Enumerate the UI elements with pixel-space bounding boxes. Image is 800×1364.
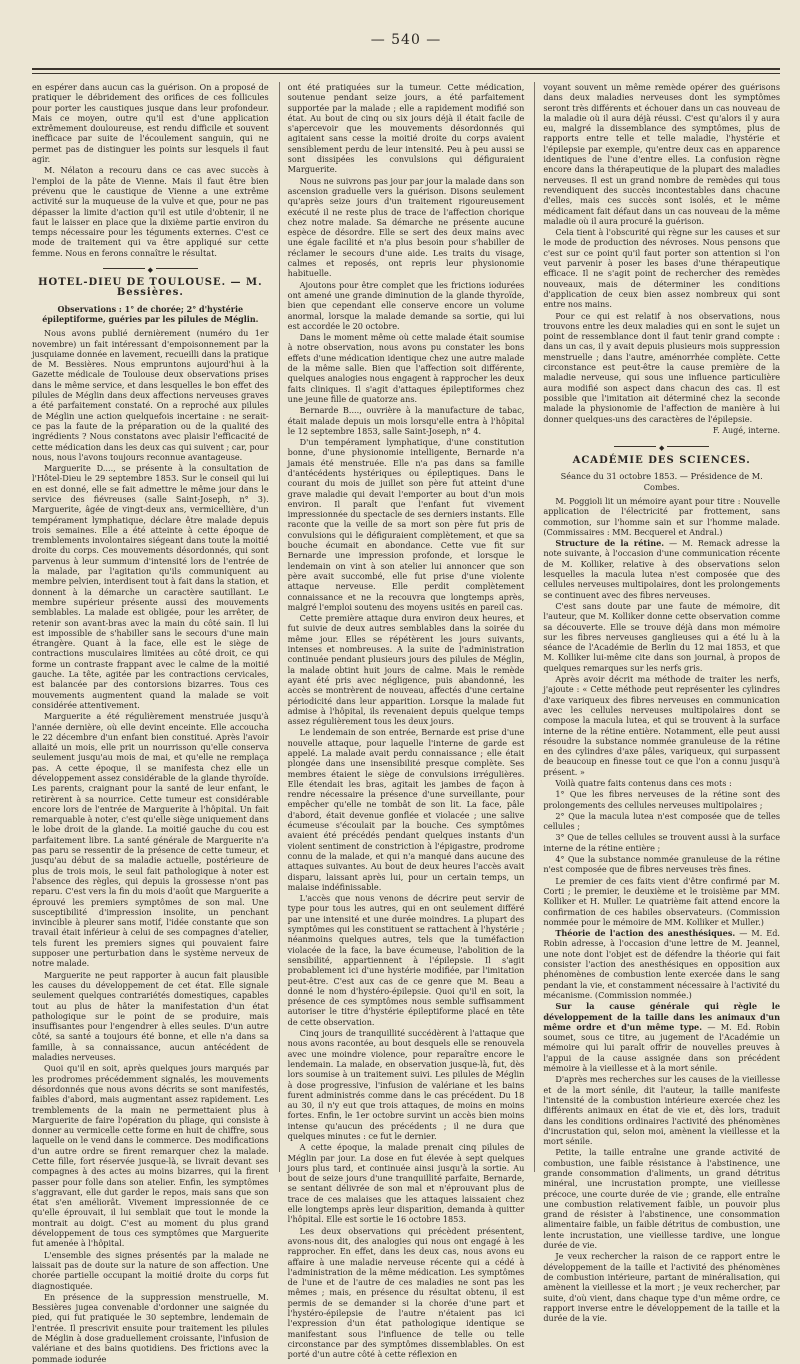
- paragraph: 1° Que les fibres nerveuses de la rétine sont des prolongements des cellules nerveuses multipolaires ;: [543, 789, 781, 810]
- paragraph: Cette première attaque dura environ deux heures, et fut suivie de deux autres semblables dans la soirée du même jour. Elles se répétèrent les jours suivants, intenses et nombreuses. A la suite de l'administration continuée pendant plusieurs jours des pilules de Méglin, la malade obtint huit jours de calme. Mais le remède ayant été pris avec négligence, puis abandonné, les accès se montrèrent de nouveau, affectés d'une certaine périodicité dans leur apparition. Lorsque la malade fut admise à l'hôpital, ils revenaient depuis quelque temps assez régulièrement tous les deux jours.: [287, 613, 525, 727]
- paragraph: M. Poggioli lit un mémoire ayant pour titre : Nouvelle application de l'électricité par frottement, sans commotion, sur l'homme sain et sur l'homme malade. (Commissaires : MM. Becquerel et Andral.): [543, 495, 781, 537]
- paragraph: Le lendemain de son entrée, Bernarde est prise d'une nouvelle attaque, pour laquelle l'interne de garde est appelé. La malade avait perdu connaissance ; elle était plongée dans une insensibilité presque complète. Ses membres étaient le siège de convulsions irrégulières. Elle étendait les bras, agitait les jambes de façon à rendre nécessaire la présence d'une surveillante, pour empêcher qu'elle ne tombât de son lit. La face, pâle d'abord, était devenue gonflée et violacée ; une salive écumeuse s'écoulait par la bouche. Ces symptômes avaient été précédés pendant quelques instants d'un violent sentiment de constriction à l'épigastre, prodrome connu de la malade, et qui n'a manqué dans aucune des attaques suivantes. Au bout de deux heures l'accès avait disparu, laissant après lui, pour un certain temps, un malaise indéfinissable.: [287, 727, 525, 892]
- paragraph: Dans le moment même où cette malade était soumise à notre observation, nous avons pu constater les bons effets d'une médication identique chez une autre malade de la même salle. Bien que l'affection soit différente, quelques analogies nous engagent à rapprocher les deux faits cliniques. Il s'agit d'attaques épileptiformes chez une jeune fille de quatorze ans.: [287, 332, 525, 404]
- columns: [32, 82, 781, 1364]
- paragraph: 3° Que de telles cellules se trouvent aussi à la surface interne de la rétine entière ;: [543, 832, 781, 853]
- running-head: [32, 18, 780, 52]
- paragraph: Bernarde B...., ouvrière à la manufacture de tabac, était malade depuis un mois lorsqu'elle entra à l'hôpital le 12 septembre 1853, salle Saint-Joseph, n° 4.: [287, 405, 525, 436]
- paragraph: Cinq jours de tranquillité succédèrent à l'attaque que nous avons racontée, au bout desquels elle se renouvela avec une moindre violence, pour reparaître encore le lendemain. La malade, en observation jusque-là, fut, dès lors soumise à un traitement suivi. Les pilules de Méglin à dose progressive, l'infusion de valériane et les bains furent administrés comme dans le cas précédent. Du 18 au 30, il n'y eut que trois attaques, de moins en moins fortes. Enfin, le 1er octobre survint un accès bien moins intense qu'aucun des précédents ; il ne dura que quelques minutes : ce fut le dernier.: [287, 1028, 525, 1141]
- paragraph: Voilà quatre faits contenus dans ces mots :: [555, 778, 732, 788]
- paragraph: Nous ne suivrons pas jour par jour la malade dans son ascension graduelle vers la guérison. Disons seulement qu'après seize jours d'un traitement rigoureusement exécuté il ne reste plus de trace de l'affection chorique chez notre malade. Sa démarche ne présente aucune espèce de désordre. Elle se sert des deux mains avec une égale facilité et n'a plus besoin pour s'habiller de réclamer le secours d'une aide. Les traits du visage, calmes et reposés, ont repris leur physionomie habituelle.: [287, 175, 525, 279]
- signature: F. Augé, interne.: [712, 425, 781, 435]
- separator-ornament: ◆: [656, 444, 667, 452]
- section-title: HOTEL-DIEU DE TOULOUSE. — M. Bessières.: [38, 277, 263, 299]
- separator: [32, 264, 269, 275]
- paragraph: Cela tient à l'obscurité qui règne sur les causes et sur le mode de production des névroses. Nous pensons que c'est sur ce point qu'il faut porter son attention si l'on veut parvenir à poser les bases d'une thérapeutique efficace. Il ne s'agit point de rechercher des remèdes nouveaux, mais de déterminer les conditions d'application de ceux bien assez nombreux qui sont entre nos mains.: [543, 227, 781, 310]
- paragraph: Ajoutons pour être complet que les frictions iodurées ont amené une grande diminution de la glande thyroïde, bien que cependant elle conserve encore un volume anormal, lorsque la malade demande sa sortie, qui lui est accordée le 20 octobre.: [287, 279, 525, 331]
- paragraph: C'est sans doute par une faute de mémoire, dit l'auteur, que M. Kolliker donne cette observation comme sa découverte. Elle se trouve déjà dans mon mémoire sur les fibres nerveuses ganglieuses qui a été lu à la séance de l'Académie de Berlin du 12 mai 1853, et que M. Kolliker lui-même cite dans son journal, à propos de quelques remarques sur les nerfs gris.: [543, 600, 781, 673]
- paragraph: 4° Que la substance nommée granuleuse de la rétine n'est composée que de fibres nerveuses très fines.: [543, 854, 781, 875]
- meeting-line: Séance du 31 octobre 1853. — Présidence de M. Combes.: [560, 471, 763, 492]
- paragraph: [543, 928, 780, 1000]
- header-rule: [32, 68, 780, 70]
- paragraph: Pour ce qui est relatif à nos observations, nous trouvons entre les deux maladies qui en sont le sujet un point de ressemblance dont il faut tenir grand compte : dans un cas, il y avait depuis plusieurs mois suppression menstruelle ; dans l'autre, aménorrhée complète. Cette circonstance est peut-être la cause première de la maladie nerveuse, qui sous une influence particulière aura modifié son aspect dans chacun des cas. Il est possible que l'imitation ait déterminé chez la seconde malade la physionomie de l'affection de manière à lui donner quelques-uns des caractères de l'épilepsie.: [543, 310, 781, 424]
- paragraph-text: — M. Remack adresse la note suivante, à l'occasion d'une communication récente de M. Kolliker, relative à des observations selon lesquelles la macula lutea n'est composée que des cellules nerveuses multipolaires, dont les prolongements se continuent avec des fibres nerveuses.: [543, 538, 781, 600]
- observation-title: Observations : 1° de chorée; 2° d'hystérie épileptiforme, guéries par les pilules de Méglin.: [42, 303, 259, 324]
- paragraph: Quoi qu'il en soit, après quelques jours marqués par les prodromes précédemment signalés, les mouvements désordonnés que nous avons décrits se sont manifestés, faibles d'abord, mais augmentant assez rapidement. Les tremblements de la main ne permettaient plus à Marguerite de faire l'opération du pliage, qui consiste à donner au vermicelle cette forme en huit de chiffre, sous laquelle on le vend dans le commerce. Des modifications d'un autre ordre se firent remarquer chez la malade. Cette fille, fort réservée jusque-là, se livrait devant ses compagnes à des actes au moins bizarres, qui la firent passer pour folle dans son atelier. Enfin, les symptômes s'aggravant, elle dut garder le repos, mais sans que son état s'en améliorât. Vivement impressionnée de ce qu'elle éprouvait, il lui semblait que tout le monde la montrait au doigt. C'est au moment du plus grand développement de tous ces symptômes que Marguerite fut amenée à l'hôpital.: [32, 1063, 269, 1249]
- paragraph: Les deux observations qui précèdent présentent, avons-nous dit, des analogies qui nous ont engagé à les rapprocher. En effet, dans les deux cas, nous avons eu affaire à une maladie nerveuse récente qui a cédé à l'administration de la même médication. Les symptômes de l'une et de l'autre de ces maladies ne sont pas les mêmes ; mais, en présence du résultat obtenu, il est permis de se demander si la chorée d'une part et l'hystéro-épilepsie de l'autre n'étaient pas ici l'expression d'un état pathologique identique se manifestant sous l'influence de telle ou telle circonstance par des symptômes dissemblables. On est porté d'un autre côté à cette réflexion en: [287, 1225, 525, 1360]
- paragraph: Je veux rechercher la raison de ce rapport entre le développement de la taille et l'activité des phénomènes de combustion intérieure, partant de minéralisation, qui amènent la vieillesse et la mort ; je veux rechercher, par suite, d'où vient, dans chaque type d'un même ordre, ce rapport inverse entre le développement de la taille et la durée de la vie.: [543, 1251, 781, 1324]
- run-in-title: Sur la cause générale qui règle le développement de la taille dans les animaux d'un même ordre et d'un même type.: [543, 1001, 781, 1032]
- column-1: [32, 82, 269, 1364]
- paragraph: [543, 1001, 780, 1073]
- paragraph: Marguerite D...., se présente à la consultation de l'Hôtel-Dieu le 29 septembre 1853. Sur le conseil qui lui en est donné, elle se fait admettre le même jour dans le service des fiévreuses (salle Saint-Joseph, n° 3). Marguerite, âgée de vingt-deux ans, vermicellière, d'un tempérament lymphatique, déclare être malade depuis trois semaines. Elle a été atteinte à cette époque de tremblements involontaires siégeant dans toute la moitié droite du corps. Ces mouvements désordonnés, qui sont parvenus à leur summum d'intensité lors de l'entrée de la malade, par l'agitation qu'ils communiquent au membre pelvien, interdisent tout à fait dans la station, et donnent à la démarche un caractère sautillant. Le membre supérieur présente aussi des mouvements semblables. La malade est obligée, pour les arrêter, de retenir son avant-bras avec la main du côté sain. Il lui est impossible de s'habiller sans le secours d'une main étrangère. Quant à la face, elle est le siège de contractions musculaires limitées au côté droit, ce qui forme un contraste frappant avec le calme de la moitié gauche. La tête, agitée par les contractions cervicales, est balancée par des contorsions bizarres. Tous ces mouvements augmentent quand la malade se voit considérée attentivement.: [32, 463, 269, 710]
- paragraph-text: — M. Ed. Robin adresse, à l'occasion d'une lettre de M. Jeannel, une note dont l'objet est de défendre la théorie qui fait consister l'action des anesthésiques en opposition aux phénomènes de combustion lente exercée dans le sang pendant la vie, et constamment nécessaire à l'activité du mécanisme. (Commission nommée.): [543, 928, 781, 1000]
- paragraph: Marguerite a été régulièrement menstruée jusqu'à l'année dernière, où elle devint enceinte. Elle accoucha le 22 décembre d'un enfant bien constitué. Après l'avoir allaité un mois, elle prit un nourrisson qu'elle conserva seulement jusqu'au mois de mai, et qu'elle ne remplaça pas. A cette époque, il se manifesta chez elle un développement assez considérable de la glande thyroïde. Les parents, craignant pour la santé de leur enfant, le retirèrent à sa nourrice. Cette tumeur est considérable encore lors de l'entrée de Marguerite à l'hôpital. Un fait remarquable à noter, c'est qu'elle siège uniquement dans le lobe droit de la glande. La moitié gauche du cou est parfaitement libre. La santé générale de Marguerite n'a pas paru se ressentir de la présence de cette tumeur, et jusqu'au début de sa maladie actuelle, postérieure de plus de trois mois, le seul fait pathologique à noter est l'absence des règles, qui depuis la grossesse n'ont pas reparu. C'est vers la fin du mois d'août que Marguerite a éprouvé les premiers symptômes de son mal. Une susceptibilité d'impression insolite, un penchant invincible à pleurer sans motif, l'idée constante que son travail était inférieur à celui de ses compagnes d'atelier, tels furent les premiers signes qui pouvaient faire supposer une perturbation dans le système nerveux de notre malade.: [32, 711, 269, 969]
- paragraph: A cette époque, la malade prenait cinq pilules de Méglin par jour. La dose en fut élevée à sept quelques jours plus tard, et continuée ainsi jusqu'à la sortie. Au bout de seize jours d'une tranquillité parfaite, Bernarde, se sentant délivrée de son mal et n'éprouvant plus de trace de ces malaises que les attaques laissaient chez elle longtemps après leur disparition, demanda à quitter l'hôpital. Elle est sortie le 16 octobre 1853.: [287, 1142, 525, 1225]
- paragraph: ont été pratiquées sur la tumeur. Cette médication, soutenue pendant seize jours, a été parfaitement supportée par la malade ; elle a rapidement modifié son état. Au bout de cinq ou six jours déjà il était facile de s'apercevoir que les mouvements désordonnés qui agitaient sans cesse la moitié droite du corps avaient sensiblement perdu de leur intensité. Peu à peu aussi se sont dissipées les convulsions qui défiguraient Marguerite.: [287, 82, 525, 175]
- separator: [543, 442, 780, 453]
- paragraph-text: — M. Ed. Robin soumet, sous ce titre, au jugement de l'Académie un mémoire qui lui paraît offrir de nouvelles preuves à l'appui de la cause assignée dans son précédent mémoire à la vieillesse et à la mort sénile.: [543, 1021, 781, 1074]
- page-number: — 540 —: [370, 32, 442, 48]
- run-in-title: Théorie de l'action des anesthésiques.: [555, 928, 736, 939]
- paragraph: 2° Que la macula lutea n'est composée que de telles cellules ;: [543, 810, 781, 832]
- header-rule-thin: [32, 73, 780, 74]
- paragraph: L'accès que nous venons de décrire peut servir de type pour tous les autres, qui en ont seulement différé par une intensité et une durée moindres. La plupart des symptômes qui les constituent se rattachent à l'hystérie ; néanmoins quelques autres, tels que la tuméfaction violacée de la face, la bave écumeuse, l'abolition de la sensibilité, appartiennent à l'épilepsie. Il s'agit probablement ici d'une hystérie modifiée, par l'imitation peut-être. C'est aux cas de ce genre que M. Beau a donné le nom d'hystéro-épilepsie. Quoi qu'il en soit, la présence de ces symptômes nous semble suffisamment autoriser le titre d'hystérie épileptiforme placé en tête de cette observation.: [287, 893, 525, 1027]
- paragraph: Après avoir décrit ma méthode de traiter les nerfs, j'ajoute : « Cette méthode peut représenter les cylindres d'axe variqueux des fibres nerveuses en communication avec les cellules nerveuses multipolaires dont se compose la macula lutea, et qui se trouvent à la surface interne de la rétine entière. Notamment, elle peut aussi résoudre la substance nommée granuleuse de la rétine en des cylindres d'axe pâles, variqueux, qui surpassent de beaucoup en finesse tout ce que l'on a connu jusqu'à présent. »: [543, 674, 781, 777]
- separator-ornament: ◆: [145, 266, 156, 274]
- paragraph: Le premier de ces faits vient d'être confirmé par M. Corti ; le premier, le deuxième et le troisième par MM. Kolliker et H. Muller. Le quatrième fait attend encore la confirmation de ces habiles observateurs. (Commission nommée pour le mémoire de MM. Kolliker et Muller.): [543, 875, 781, 927]
- paragraph: Marguerite ne peut rapporter à aucun fait plausible les causes du développement de cet état. Elle signale seulement quelques contrariétés domestiques, capables tout au plus de hâter la manifestation d'un état pathologique sur le point de se produire, mais insuffisantes pour l'engendrer à elles seules. D'un autre côté, sa santé a toujours été bonne, et elle n'a dans sa famille, à sa connaissance, aucun antécédent de maladies nerveuses.: [32, 969, 269, 1063]
- paragraph: Nous avons publié dernièrement (numéro du 1er novembre) un fait intéressant d'empoisonnement par la jusquiame donnée en lavement, recueilli dans la pratique de M. Bessières. Nous empruntons aujourd'hui à la Gazette médicale de Toulouse deux observations prises dans le même service, et dans lesquelles le bon effet des pilules de Méglin dans deux affections nerveuses graves a été parfaitement constaté. On a reproché aux pilules de Méglin une action quelquefois incertaine : ne serait-ce pas la faute de la préparation ou de la qualité des ingrédients ? Nous constatons avec plaisir l'efficacité de cette médication dans les deux cas qui suivent ; car, pour nous, nous l'avons toujours reconnue avantageuse.: [32, 328, 269, 462]
- paragraph: voyant souvent un même remède opérer des guérisons dans deux maladies nerveuses dont les symptômes seront très différents et échouer dans un cas nouveau de la maladie où il aura déjà réussi. C'est qu'alors il y aura eu, malgré la dissemblance des symptômes, plus de rapports entre telle et telle maladie, l'hystérie et l'épilepsie par exemple, qu'entre deux cas en apparence identiques de l'une d'entre elles. La confusion règne encore dans la thérapeutique de la plupart des maladies nerveuses. Il est un grand nombre de remèdes qui tous revendiquent des succès incontestables dans chacune d'elles, mais ces succès sont isolés, et le même médicament fait défaut dans un cas nouveau de la même maladie où il aura procuré la guérison.: [543, 82, 781, 226]
- paragraph: En présence de la suppression menstruelle, M. Bessières jugea convenable d'ordonner une saignée du pied, qui fut pratiquée le 30 septembre, lendemain de l'entrée. Il prescrivit ensuite pour traitement les pilules de Méglin à dose graduellement croissante, l'infusion de valériane et des bains quotidiens. Des frictions avec la pommade iodurée: [32, 1291, 269, 1364]
- column-2: [279, 82, 525, 1360]
- section-title: ACADÉMIE DES SCIENCES.: [572, 455, 751, 467]
- run-in-title: Structure de la rétine.: [555, 538, 665, 549]
- paragraph: en espérer dans aucun cas la guérison. On a proposé de pratiquer le débridement des orifices de ces follicules pour porter les caustiques jusque dans leur profondeur. Mais ce moyen, outre qu'il est d'une application extrêmement douloureuse, est rendu difficile et souvent inefficace par suite de l'écoulement sanguin, qui ne permet pas de distinguer les points sur lesquels il faut agir.: [32, 82, 269, 165]
- paragraph: D'un tempérament lymphatique, d'une constitution bonne, d'une physionomie intelligente, Bernarde n'a jamais été menstruée. Elle n'a pas dans sa famille d'antécédents hystériques ou épileptiques. Dans le courant du mois de juillet son père fut atteint d'une grave maladie qui devait l'emporter au bout d'un mois environ. Il paraît que l'enfant fut vivement impressionnée du spectacle de ses derniers instants. Elle raconte que la veille de sa mort son père fut pris de convulsions qui le défiguraient complètement, et que sa bouche écumait en abondance. Cette vue fit sur Bernarde une impression profonde, et lorsque le lendemain on vint à son atelier lui annoncer que son père avait succombé, elle fut prise d'une violente attaque nerveuse. Elle perdit complètement connaissance et ne la recouvra que longtemps après, malgré l'emploi soutenu des moyens usités en pareil cas.: [287, 437, 525, 612]
- paragraph: Petite, la taille entraîne une grande activité de combustion, une faible résistance à l'abstinence, une grande consommation d'aliments, un grand détritus minéral, une incrustation prompte, une vieillesse précoce, une courte durée de vie ; grande, elle entraîne une combustion relativement faible, un pouvoir plus grand de résister à l'abstinence, une consommation alimentaire faible, un faible détritus de combustion, une lente incrustation, une vieillesse tardive, une longue durée de vie.: [543, 1147, 781, 1251]
- paragraph: D'après mes recherches sur les causes de la vieillesse et de la mort sénile, dit l'auteur, la taille manifeste l'intensité de la combustion intérieure exercée chez les différents animaux en état de vie et, dès lors, traduit dans les conditions ordinaires l'activité des phénomènes d'incrustation qui, selon moi, amènent la vieillesse et la mort sénile.: [543, 1074, 781, 1147]
- paragraph: [543, 538, 780, 600]
- paragraph: L'ensemble des signes présentés par la malade ne laissait pas de doute sur la nature de son affection. Une chorée partielle occupant la moitié droite du corps fut diagnostiquée.: [32, 1249, 269, 1291]
- paragraph: M. Nélaton a recouru dans ce cas avec succès à l'emploi de la pâte de Vienne. Mais il faut être bien prévenu que le caustique de Vienne a une extrême activité sur la muqueuse de la vulve et que, pour ne pas dépasser la limite d'action qu'il est utile d'obtenir, il ne faut le laisser en place que la dixième partie environ du temps nécessaire pour les téguments externes. C'est ce mode de traitement qui va être appliqué sur cette femme. Nous en ferons connaître le résultat.: [32, 165, 269, 258]
- column-3: [534, 82, 781, 1324]
